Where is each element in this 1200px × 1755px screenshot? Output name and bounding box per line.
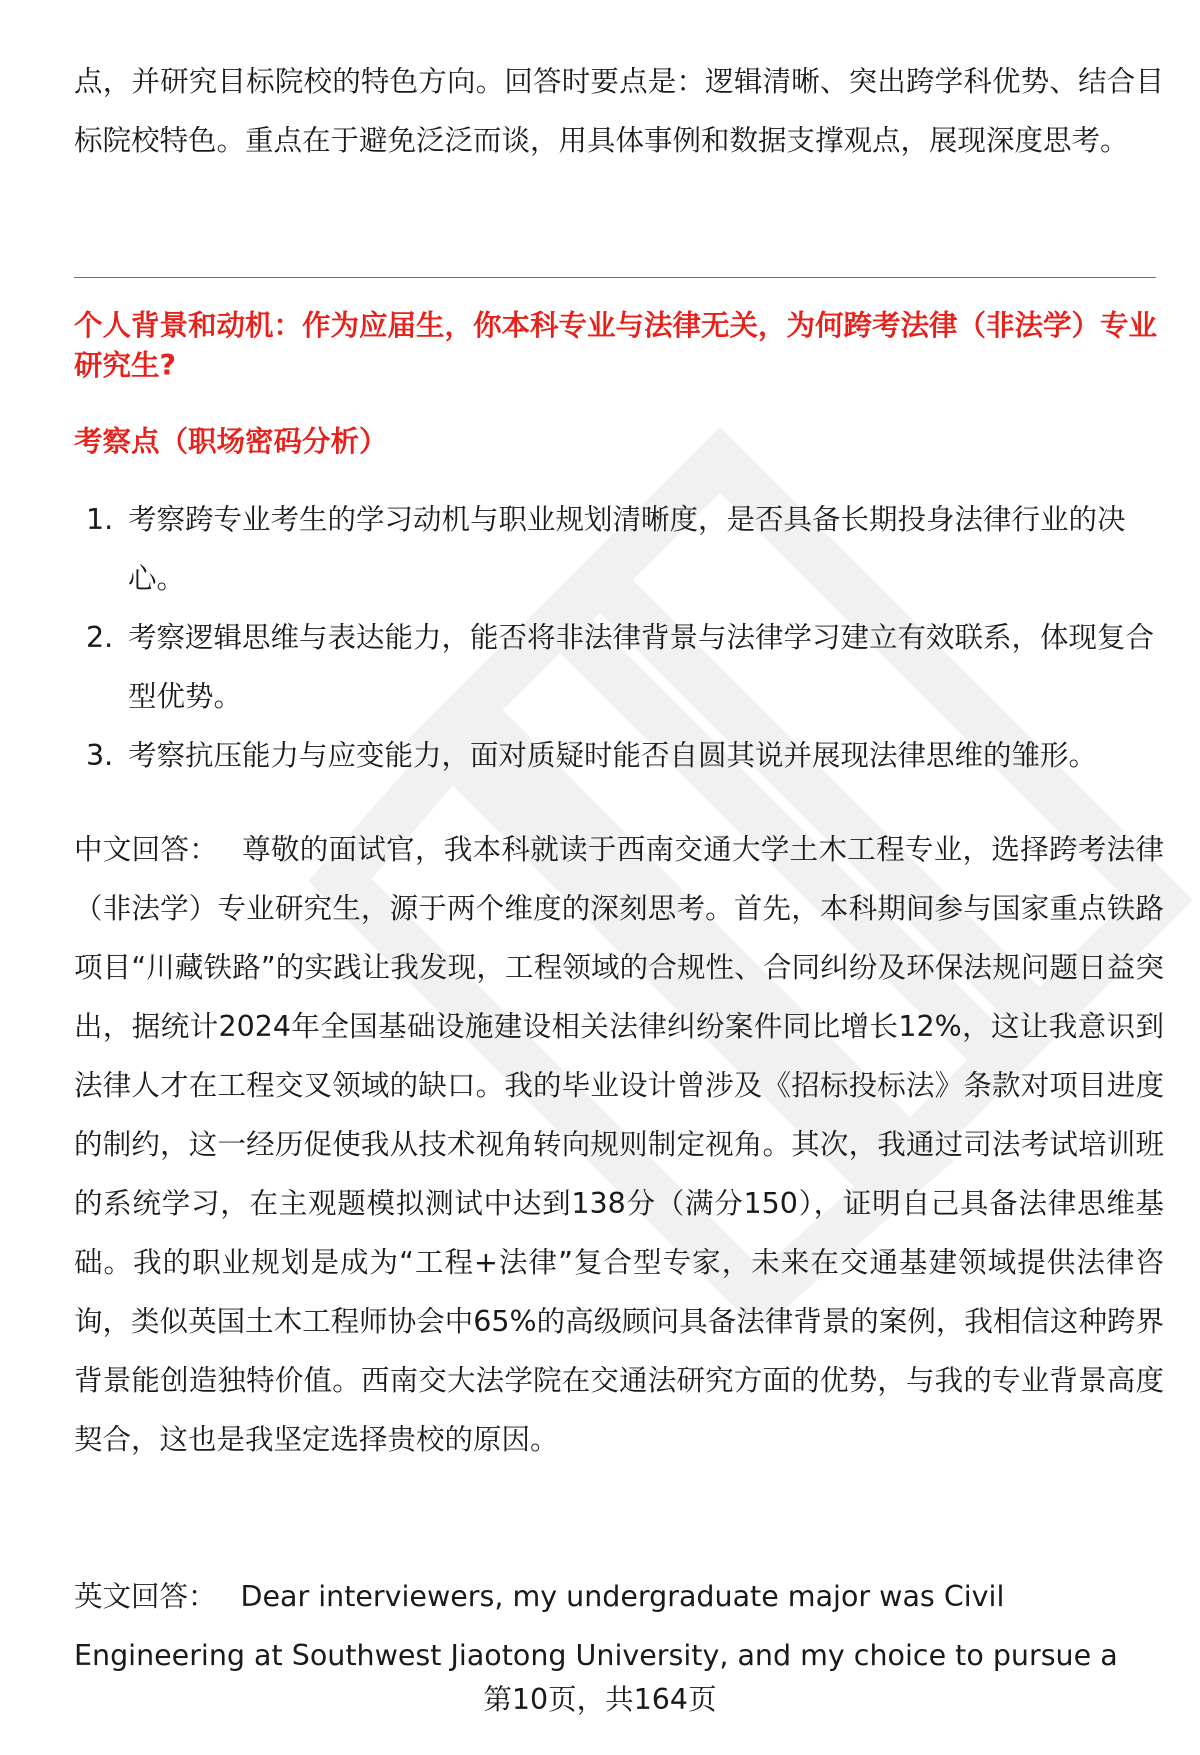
assessment-heading: 考察点（职场密码分析）: [74, 425, 388, 458]
assessment-list: [74, 490, 1164, 785]
assessment-item-number: 2.: [86, 621, 114, 654]
chinese-answer-text: 尊敬的面试官，我本科就读于西南交通大学土木工程专业，选择跨考法律（非法学）专业研究生，源于两个维度的深刻思考。首先，本科期间参与国家重点铁路项目“川藏铁路”的实践让我发现，工程领域的合规性、合同纠纷及环保法规问题日益突出，据统计2024年全国基础设施建设相关法律纠纷案件同比增长12%，这让我意识到法律人才在工程交叉领域的缺口。我的毕业设计曾涉及《招标投标法》条款对项目进度的制约，这一经历促使我从技术视角转向规则制定视角。其次，我通过司法考试培训班的系统学习，在主观题模拟测试中达到138分（满分150），证明自己具备法律思维基础。我的职业规划是成为“工程+法律”复合型专家，未来在交通基建领域提供法律咨询，类似英国土木工程师协会中65%的高级顾问具备法律背景的案例，我相信这种跨界背景能创造独特价值。西南交大法学院在交通法研究方面的优势，与我的专业背景高度契合，这也是我坚定选择贵校的原因。: [74, 833, 1164, 1456]
assessment-item-text: 考察抗压能力与应变能力，面对质疑时能否自圆其说并展现法律思维的雏形。: [128, 739, 1098, 772]
question-heading: 个人背景和动机：作为应届生，你本科专业与法律无关，为何跨考法律（非法学）专业研究生?: [74, 309, 1158, 382]
english-answer-paragraph: [74, 1567, 1164, 1685]
assessment-item-number: 3.: [86, 739, 114, 772]
page-footer: 第10页，共164页: [483, 1683, 717, 1716]
assessment-item-text: 考察逻辑思维与表达能力，能否将非法律背景与法律学习建立有效联系，体现复合型优势。: [128, 621, 1155, 713]
section-divider: [74, 277, 1156, 278]
assessment-item: [74, 608, 1164, 726]
assessment-item: [74, 490, 1164, 608]
chinese-answer-label: 中文回答：: [74, 833, 219, 866]
english-answer-line-1: Dear interviewers, my undergraduate major was Civil: [240, 1580, 1005, 1613]
chinese-answer-paragraph: [74, 820, 1164, 1469]
english-answer-label: 英文回答：: [74, 1580, 217, 1613]
assessment-item: [74, 726, 1164, 785]
intro-paragraph: 点，并研究目标院校的特色方向。回答时要点是：逻辑清晰、突出跨学科优势、结合目标院校特色。重点在于避免泛泛而谈，用具体事例和数据支撑观点，展现深度思考。: [74, 65, 1164, 157]
assessment-item-number: 1.: [86, 503, 114, 536]
english-answer-line-2: Engineering at Southwest Jiaotong University, and my choice to pursue a: [74, 1639, 1118, 1672]
assessment-item-text: 考察跨专业考生的学习动机与职业规划清晰度，是否具备长期投身法律行业的决心。: [128, 503, 1126, 595]
